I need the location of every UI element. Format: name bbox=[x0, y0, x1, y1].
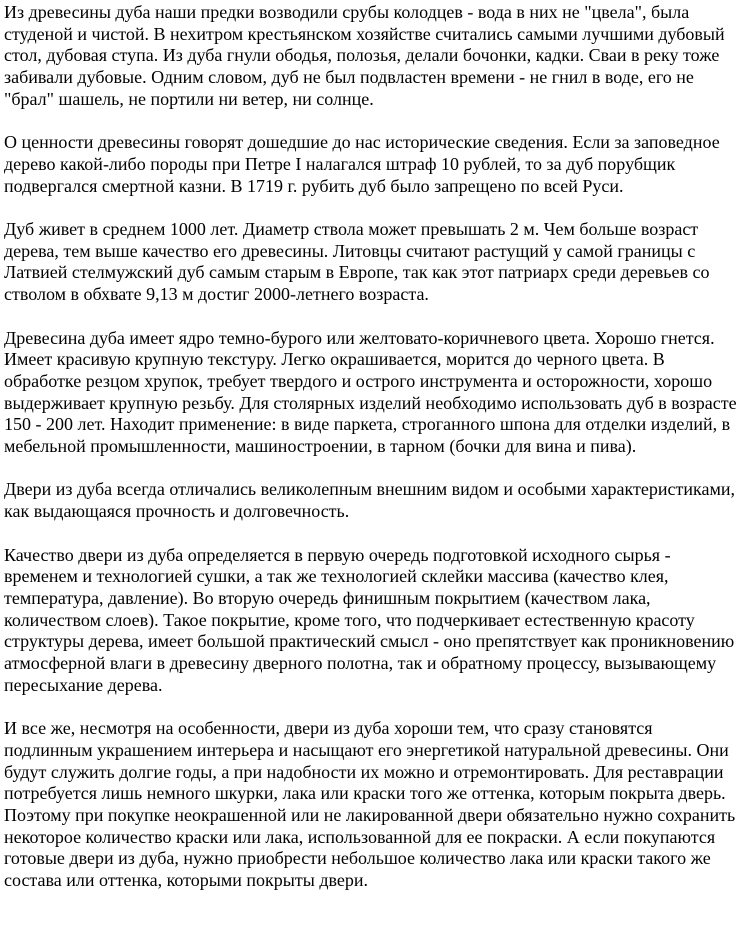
paragraph-oak-wood-properties: Древесина дуба имеет ядро темно-бурого или желтовато-коричневого цвета. Хорошо гнется. Имеет красивую крупную текстуру. Легко окрашивается, морится до черного цвета. В обработке резцом хрупок, требует твердого и острого инструмента и осторожности, хорошо выдерживает крупную резьбу. Для столярных изделий необходимо использовать дуб в возрасте 150 - 200 лет. Находит применение: в виде паркета, строганного шпона для отделки изделий, в мебельной промышленности, машиностроении, в тарном (бочки для вина и пива). bbox=[4, 327, 737, 457]
paragraph-door-quality: Качество двери из дуба определяется в первую очередь подготовкой исходного сырья - временем и технологией сушки, а так же технологией склейки массива (качество клея, температура, давление). Во вторую очередь финишным покрытием (качеством лака, количеством слоев). Такое покрытие, кроме того, что подчеркивает естественную красоту структуры дерева, имеет большой практический смысл - оно препятствует как проникновению атмосферной влаги в древесину дверного полотна, так и обратному процессу, вызывающему пересыхание дерева. bbox=[4, 544, 735, 695]
paragraph-oak-doors: Двери из дуба всегда отличались великолепным внешним видом и особыми характеристиками, как выдающаяся прочность и долговечность. bbox=[4, 479, 735, 522]
paragraph-oak-value: О ценности древесины говорят дошедшие до нас исторические сведения. Если за заповедное дерево какой-либо породы при Петре I налагался штраф 10 рублей, то за дуб порубщик подвергался смертной казни. В 1719 г. рубить дуб было запрещено по всей Руси. bbox=[4, 132, 720, 196]
paragraph-oak-age: Дуб живет в среднем 1000 лет. Диаметр ствола может превышать 2 м. Чем больше возраст дерева, тем выше качество его древесины. Литовцы считают растущий у самой границы с Латвией стелмужский дуб самым старым в Европе, так как этот патриарх среди деревьев со стволом в обхвате 9,13 м достиг 2000-летнего возраста. bbox=[4, 219, 710, 305]
paragraph-oak-history: Из древесины дуба наши предки возводили срубы колодцев - вода в них не "цвела", была студеной и чистой. В нехитром крестьянском хозяйстве считались самыми лучшими дубовый стол, дубовая ступа. Из дуба гнули ободья, полозья, делали бочонки, кадки. Сваи в реку тоже забивали дубовые. Одним словом, дуб не был подвластен времени - не гнил в воде, его не "брал" шашель, не портили ни ветер, ни солнце. bbox=[4, 2, 725, 109]
paragraph-door-benefits: И все же, несмотря на особенности, двери из дуба хороши тем, что сразу становятся подлинным украшением интерьера и насыщают его энергетикой натуральной древесины. Они будут служить долгие годы, а при надобности их можно и отремонтировать. Для реставрации потребуется лишь немного шкурки, лака или краски того же оттенка, которым покрыта дверь. Поэтому при покупке неокрашенной или не лакированной двери обязательно нужно сохранить некоторое количество краски или лака, использованной для ее покраски. А если покупаются готовые двери из дуба, нужно приобрести небольшое количество лака или краски такого же состава или оттенка, которыми покрыты двери. bbox=[4, 718, 736, 891]
